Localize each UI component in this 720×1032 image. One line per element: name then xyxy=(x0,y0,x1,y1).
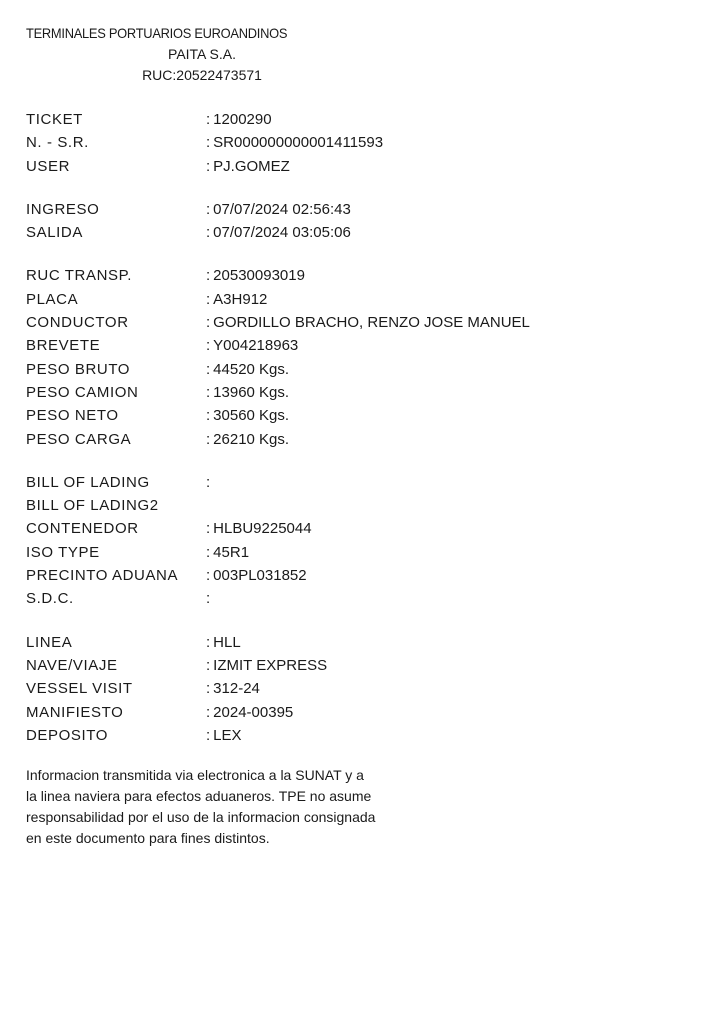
field-value-text: Y004218963 xyxy=(213,337,299,355)
field-label: S.D.C. xyxy=(26,590,74,608)
field-value-text: GORDILLO BRACHO, RENZO JOSE MANUEL xyxy=(213,314,530,332)
field-value-text: LEX xyxy=(213,726,242,744)
field-value-text: HLL xyxy=(213,633,241,651)
field-value-text: 1200290 xyxy=(213,111,272,128)
field-label: BREVETE xyxy=(26,337,101,355)
field-row xyxy=(26,428,686,451)
field-value xyxy=(206,587,686,610)
field-value xyxy=(206,381,686,404)
field-row xyxy=(26,494,686,517)
field-group xyxy=(26,471,686,611)
field-label: PRECINTO ADUANA xyxy=(26,567,179,585)
field-value-text: HLBU9225044 xyxy=(213,520,312,538)
field-value xyxy=(206,654,686,677)
field-separator: : xyxy=(206,726,211,744)
ticket-document xyxy=(26,22,686,849)
field-value-text: 07/07/2024 02:56:43 xyxy=(213,200,351,218)
field-row xyxy=(26,701,686,724)
field-label: PESO NETO xyxy=(26,407,119,425)
field-label: PESO CAMION xyxy=(26,383,139,401)
field-value xyxy=(206,358,686,381)
field-separator: : xyxy=(206,633,211,651)
field-label: SALIDA xyxy=(26,224,83,242)
field-value-text: 20530093019 xyxy=(213,267,305,285)
field-separator: : xyxy=(206,703,211,721)
field-label: DEPOSITO xyxy=(26,726,109,744)
field-row xyxy=(26,221,686,244)
field-label: BILL OF LADING xyxy=(26,473,150,491)
field-value xyxy=(206,198,686,221)
field-separator: : xyxy=(206,656,211,674)
field-value xyxy=(206,724,686,747)
field-value xyxy=(206,334,686,357)
field-value xyxy=(206,494,686,517)
field-separator: : xyxy=(206,473,211,491)
field-separator: : xyxy=(206,567,211,585)
field-label: CONDUCTOR xyxy=(26,314,129,332)
field-row xyxy=(26,564,686,587)
field-value xyxy=(206,311,686,334)
field-separator: : xyxy=(206,543,211,561)
field-row xyxy=(26,677,686,700)
field-value-text: 26210 Kgs. xyxy=(213,430,290,448)
field-value-text: 13960 Kgs. xyxy=(213,383,290,401)
field-separator: : xyxy=(206,590,211,608)
field-value xyxy=(206,677,686,700)
ticket-fields xyxy=(26,108,686,747)
field-row xyxy=(26,631,686,654)
field-row xyxy=(26,724,686,747)
field-label: USER xyxy=(26,157,71,175)
field-value xyxy=(206,108,686,131)
field-value-text: 45R1 xyxy=(213,543,250,561)
field-value-text: PJ.GOMEZ xyxy=(213,157,290,175)
field-value-text: 003PL031852 xyxy=(213,567,307,585)
field-value-text: 44520 Kgs. xyxy=(213,360,290,378)
field-value-text: 312-24 xyxy=(213,680,260,698)
field-row xyxy=(26,131,686,154)
field-label: MANIFIESTO xyxy=(26,703,124,721)
company-name: TERMINALES PORTUARIOS EUROANDINOS xyxy=(26,25,288,41)
field-value xyxy=(206,517,686,540)
field-value-text: 2024-00395 xyxy=(213,703,294,721)
field-value xyxy=(206,564,686,587)
field-separator: : xyxy=(206,314,211,332)
field-separator: : xyxy=(206,360,211,378)
field-value-text: 30560 Kgs. xyxy=(213,407,290,425)
field-separator: : xyxy=(206,337,211,355)
field-value xyxy=(206,701,686,724)
field-label: CONTENEDOR xyxy=(26,520,139,538)
field-separator: : xyxy=(206,134,211,152)
field-row xyxy=(26,381,686,404)
field-value-text: SR000000000001411593 xyxy=(213,134,384,152)
field-value xyxy=(206,221,686,244)
field-row xyxy=(26,198,686,221)
company-ruc: RUC:20522473571 xyxy=(142,67,262,83)
field-row xyxy=(26,358,686,381)
field-value xyxy=(206,471,686,494)
field-label: RUC TRANSP. xyxy=(26,267,133,285)
field-separator: : xyxy=(206,430,211,448)
field-value-text: 07/07/2024 03:05:06 xyxy=(213,224,351,242)
disclaimer-line: Informacion transmitida via electronica a la SUNAT y a xyxy=(26,767,364,784)
field-group xyxy=(26,108,686,178)
field-row xyxy=(26,404,686,427)
field-group xyxy=(26,631,686,747)
field-value xyxy=(206,264,686,287)
field-row xyxy=(26,108,686,131)
field-row xyxy=(26,471,686,494)
field-separator: : xyxy=(206,111,211,128)
field-label: N. - S.R. xyxy=(26,134,89,152)
field-group xyxy=(26,198,686,245)
field-row xyxy=(26,587,686,610)
field-row xyxy=(26,264,686,287)
field-label: PLACA xyxy=(26,290,79,308)
field-label: PESO BRUTO xyxy=(26,360,131,378)
field-label: TICKET xyxy=(26,111,83,128)
field-row xyxy=(26,517,686,540)
field-separator: : xyxy=(206,383,211,401)
field-label: PESO CARGA xyxy=(26,430,132,448)
field-label: INGRESO xyxy=(26,200,100,218)
field-separator: : xyxy=(206,157,211,175)
field-value xyxy=(206,288,686,311)
field-row xyxy=(26,334,686,357)
field-row xyxy=(26,311,686,334)
field-label: VESSEL VISIT xyxy=(26,680,133,698)
disclaimer-line: responsabilidad por el uso de la informacion consignada xyxy=(26,809,376,826)
field-separator: : xyxy=(206,407,211,425)
disclaimer-line: en este documento para fines distintos. xyxy=(26,830,270,847)
field-value xyxy=(206,404,686,427)
company-name-line2: PAITA S.A. xyxy=(168,46,236,62)
field-separator: : xyxy=(206,224,211,242)
field-label: ISO TYPE xyxy=(26,543,100,561)
field-row xyxy=(26,288,686,311)
field-value xyxy=(206,541,686,564)
field-separator: : xyxy=(206,520,211,538)
disclaimer-line: la linea naviera para efectos aduaneros. TPE no asume xyxy=(26,788,372,805)
field-separator: : xyxy=(206,290,211,308)
field-value-text: IZMIT EXPRESS xyxy=(213,656,328,674)
field-separator: : xyxy=(206,267,211,285)
field-value xyxy=(206,131,686,154)
field-value-text: A3H912 xyxy=(213,290,268,308)
field-row xyxy=(26,654,686,677)
field-label: NAVE/VIAJE xyxy=(26,656,118,674)
field-row xyxy=(26,541,686,564)
field-separator: : xyxy=(206,680,211,698)
field-row xyxy=(26,155,686,178)
field-label: LINEA xyxy=(26,633,73,651)
field-group xyxy=(26,264,686,450)
field-value xyxy=(206,428,686,451)
field-separator: : xyxy=(206,200,211,218)
field-value xyxy=(206,155,686,178)
ticket-header xyxy=(26,22,686,86)
field-value xyxy=(206,631,686,654)
field-label: BILL OF LADING2 xyxy=(26,497,159,515)
disclaimer-note xyxy=(26,765,526,849)
